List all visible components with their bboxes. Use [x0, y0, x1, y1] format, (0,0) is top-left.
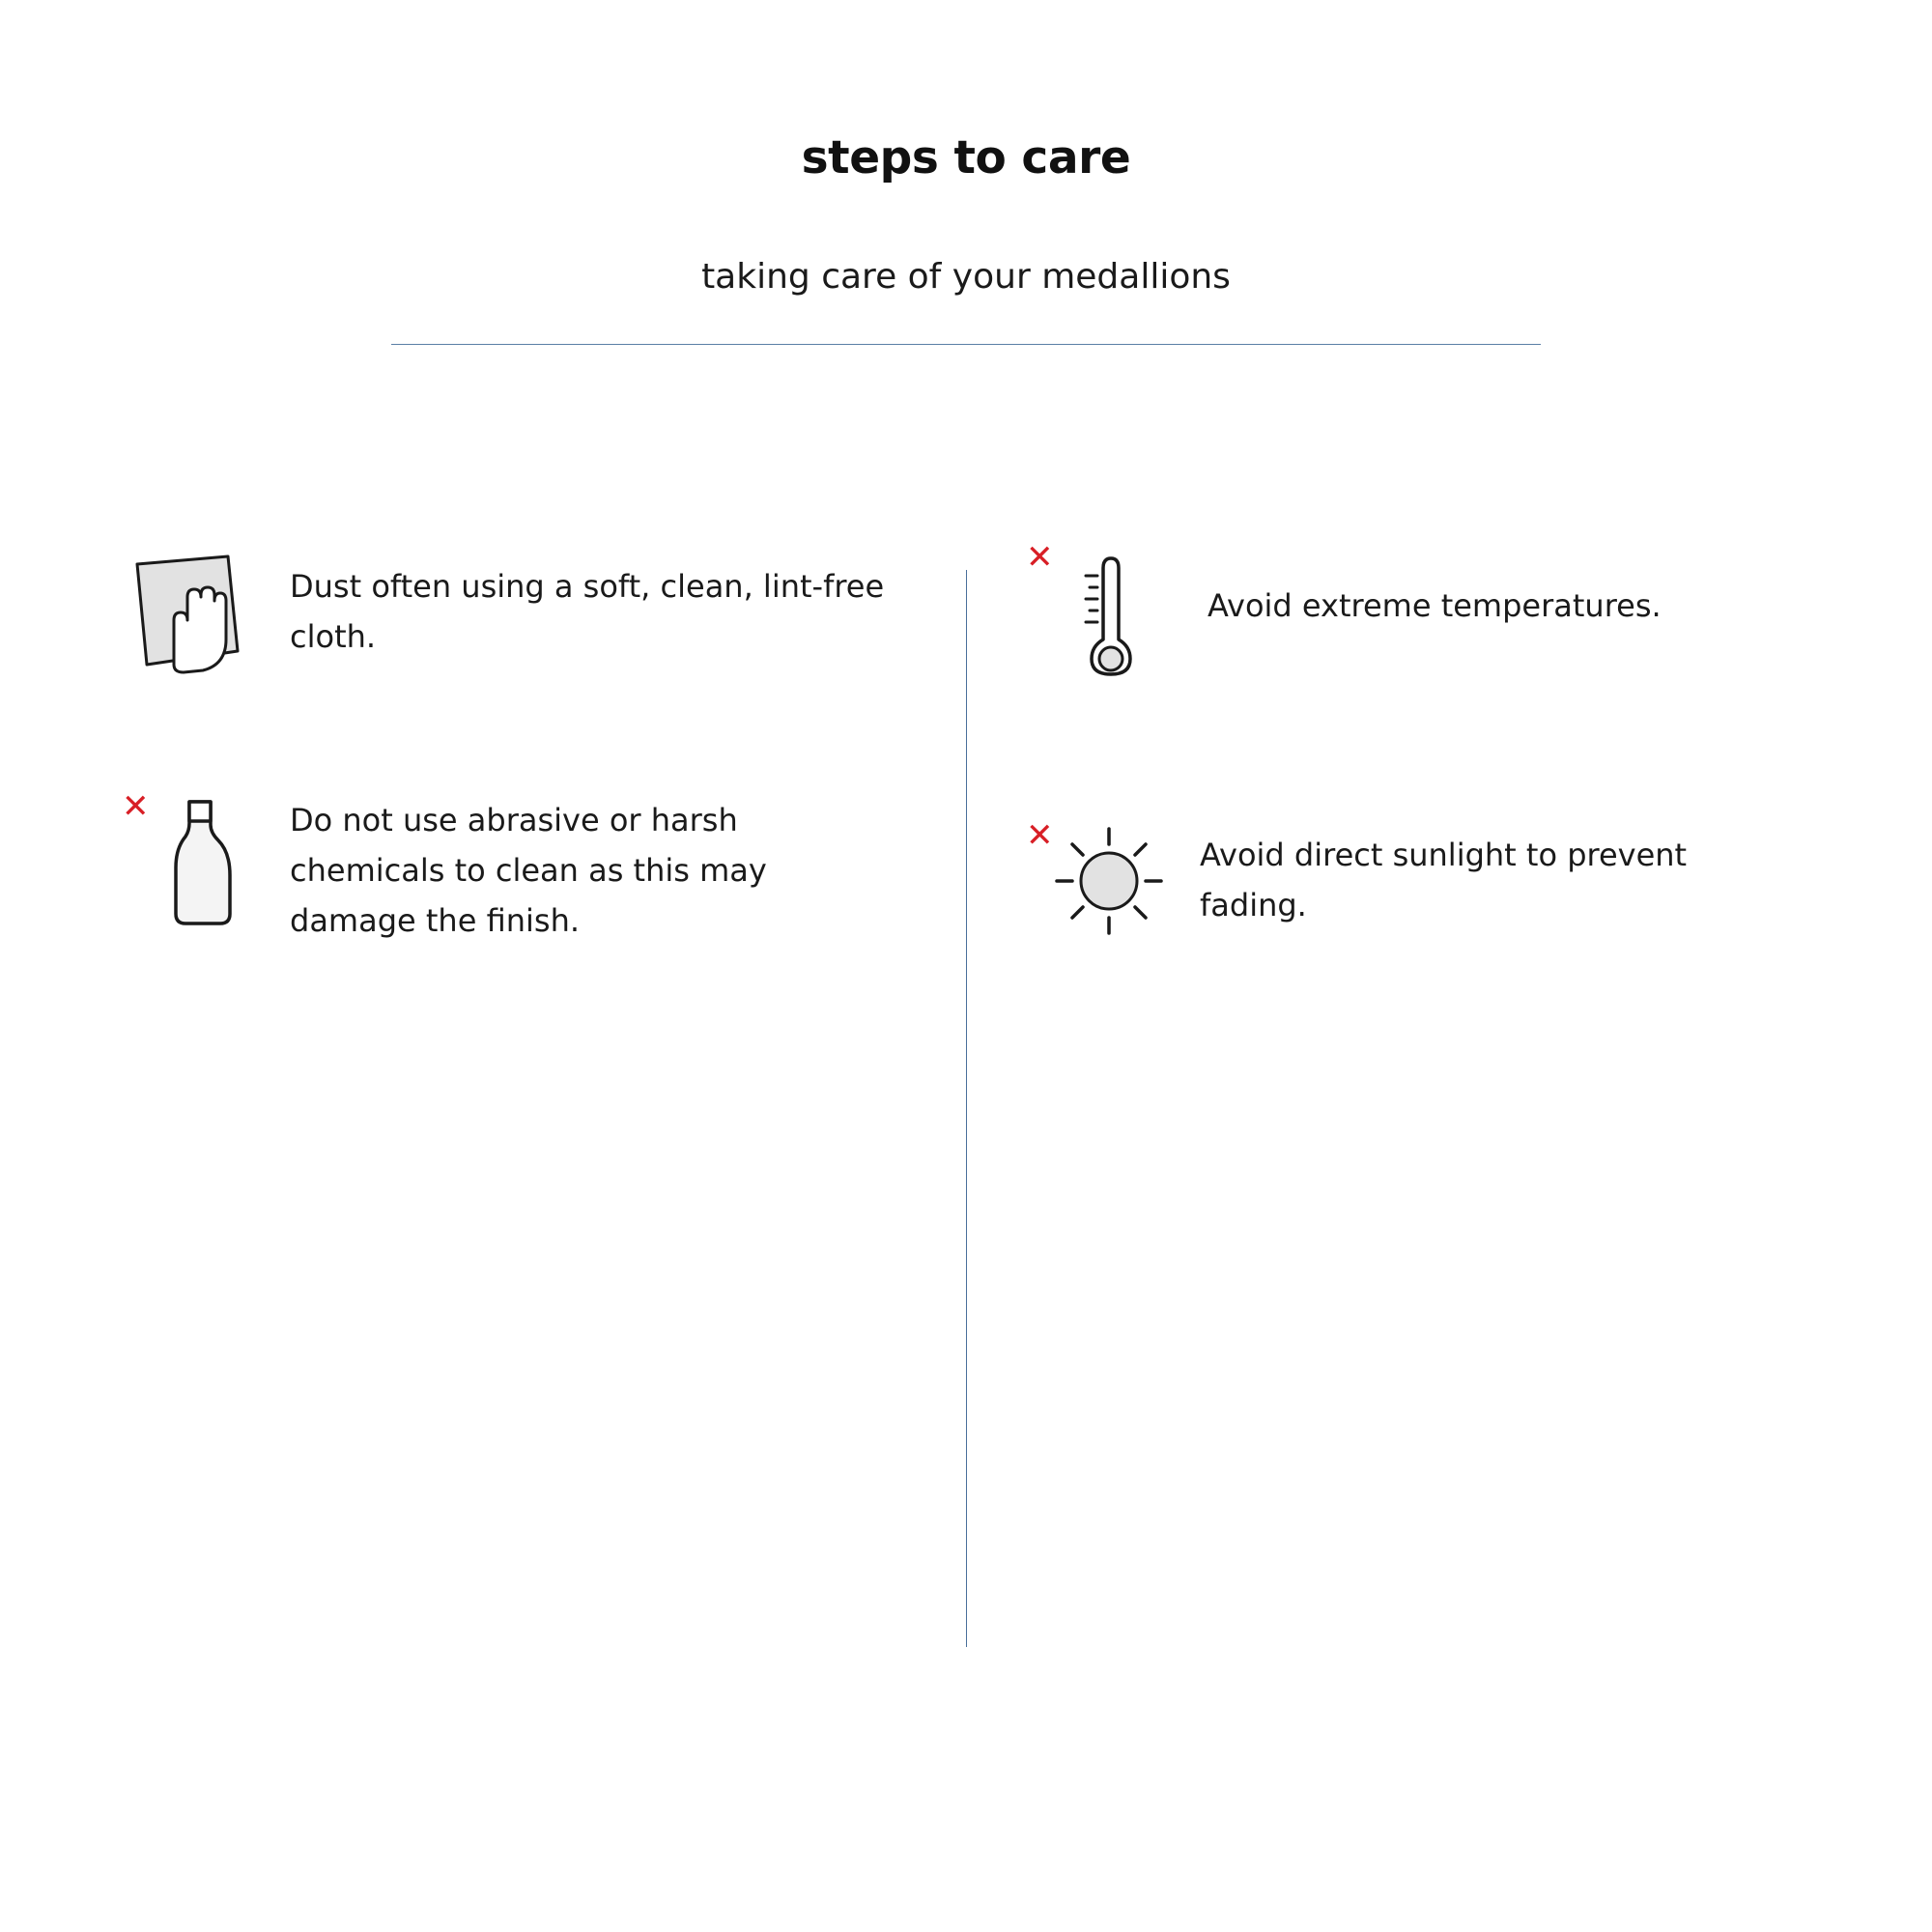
prohibited-cross-icon: ✕ [1026, 816, 1054, 855]
prohibited-cross-icon: ✕ [122, 787, 150, 826]
care-item-text: Dust often using a soft, clean, lint-free cloth. [290, 568, 885, 655]
page-title: steps to care [801, 131, 1131, 185]
care-item-dust [116, 541, 966, 686]
page-header [0, 0, 1932, 345]
thermometer-icon [1005, 538, 1179, 686]
prohibited-cross-icon: ✕ [1026, 538, 1054, 577]
cloth-hand-icon [116, 541, 290, 686]
care-item-chemicals [116, 782, 966, 946]
care-item-text: Avoid extreme temperatures. [1208, 587, 1662, 624]
care-item-text: Avoid direct sunlight to prevent fading. [1200, 837, 1688, 923]
left-column [116, 541, 966, 1042]
column-divider-line [966, 570, 967, 1647]
care-item-temperature [1005, 538, 1855, 686]
chemical-bottle-icon [116, 782, 290, 927]
care-columns [0, 538, 1932, 1700]
care-item-sunlight [1005, 782, 1855, 931]
page-subtitle: taking care of your medallions [701, 256, 1231, 297]
sun-icon [1005, 782, 1179, 927]
care-item-text: Do not use abrasive or harsh chemicals to clean as this may damage the finish. [290, 802, 767, 939]
right-column [1005, 538, 1855, 1028]
header-divider-rule [391, 344, 1541, 345]
